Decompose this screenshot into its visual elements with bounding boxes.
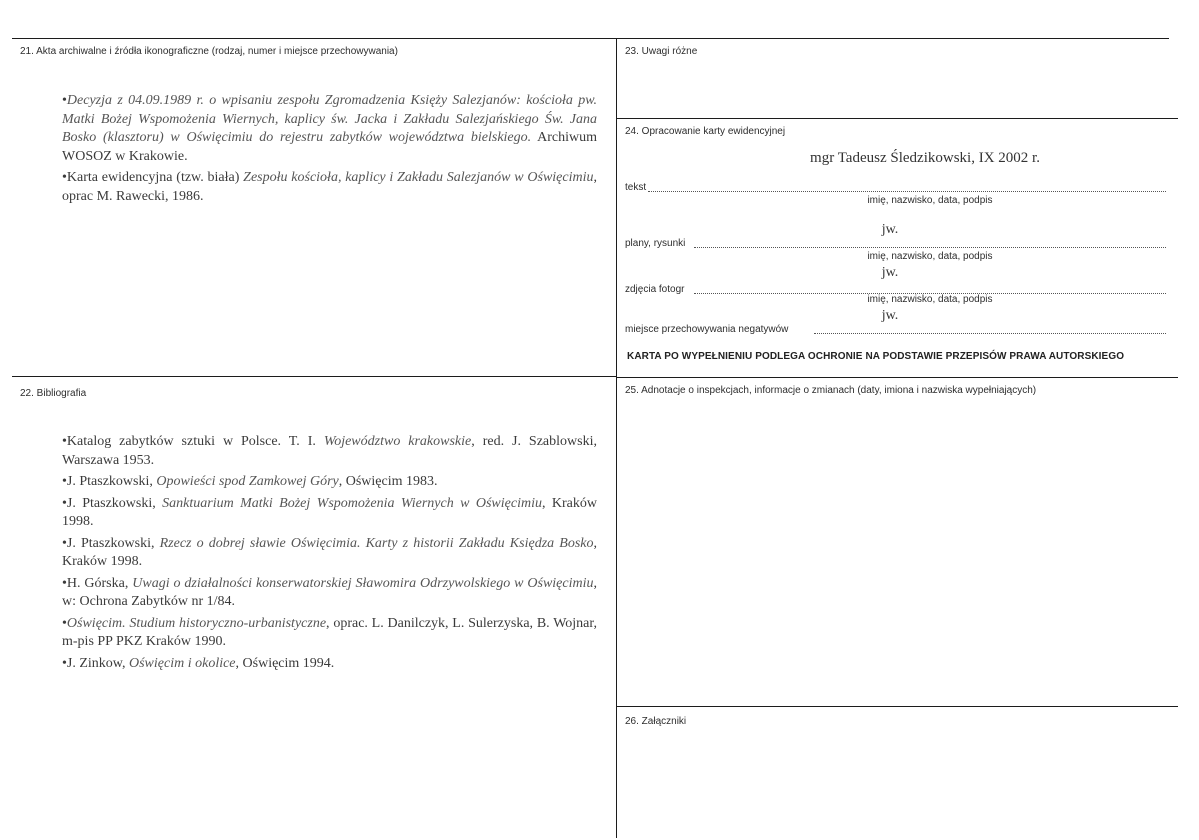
bibliography-item-7: •J. Zinkow, Oświęcim i okolice, Oświęcim 1994.: [62, 655, 335, 671]
bib-4-pre: J. Ptaszkowski,: [66, 535, 160, 551]
plany-dotted-line: [694, 247, 1166, 248]
bib-7-text: , Oświęcim 1994.: [235, 655, 335, 671]
bib-7-italic: Oświęcim i okolice: [129, 655, 236, 671]
section-25-title: 25. Adnotacje o inspekcjach, informacje o zmianach (daty, imiona i nazwiska wypełniających): [625, 385, 1037, 396]
negatywy-dotted-line: [814, 333, 1166, 334]
copyright-notice: KARTA PO WYPEŁNIENIU PODLEGA OCHRONIE NA PODSTAWIE PRZEPISÓW PRAWA AUTORSKIEGO: [627, 351, 1125, 362]
bibliography-item-3: •J. Ptaszkowski, Sanktuarium Matki Bożej Wspomożenia Wiernych w Oświęcimiu, Kraków 1998.: [62, 495, 597, 529]
plany-caption: imię, nazwisko, data, podpis: [867, 251, 993, 262]
section-21-content: [62, 92, 597, 209]
bib-3-pre: J. Ptaszkowski,: [66, 495, 163, 511]
archive-item-1-italic: Decyzja z 04.09.1989 r. o wpisaniu zespołu Zgromadzenia Księży Salezjanów: kościoła pw. Matki Bożej Wspomożenia Wiernych, kaplicy św. Jacka i Zakładu Salezjańskiego Św. Jana Bosko (klasztoru) w Oświęcimiu do rejestru zabytków województwa bielskiego.: [62, 93, 597, 145]
right-rule-25: [617, 377, 1178, 378]
negatywy-jw: jw.: [881, 308, 899, 323]
left-mid-rule: [12, 376, 617, 377]
zdjecia-jw: jw.: [881, 265, 899, 280]
plany-jw: jw.: [881, 222, 899, 237]
bib-1-pre: Katalog zabytków sztuki w Polsce. T. I.: [66, 434, 324, 449]
archive-item-2-text: , oprac M. Rawecki, 1986.: [62, 170, 597, 204]
bib-1-text: , red. J. Szablowski, Warszawa 1953.: [62, 434, 597, 468]
archive-item-2-pre: Karta ewidencyjna (tzw. biała): [66, 170, 244, 185]
plany-label: plany, rysunki: [625, 238, 686, 249]
bib-6-text: , oprac. L. Danilczyk, L. Sulerzyska, B. Wojnar, m-pis PP PKZ Kraków 1990.: [62, 615, 597, 649]
author-line: mgr Tadeusz Śledzikowski, IX 2002 r.: [810, 150, 1040, 166]
bib-2-italic: Opowieści spod Zamkowej Góry: [156, 474, 339, 489]
bib-3-italic: Sanktuarium Matki Bożej Wspomożenia Wiernych w Oświęcimiu: [162, 495, 542, 511]
bibliography-item-4: •J. Ptaszkowski, Rzecz o dobrej sławie Oświęcimia. Karty z historii Zakładu Księdza Bosko, Kraków 1998.: [62, 535, 597, 569]
bib-1-italic: Województwo krakowskie: [323, 434, 472, 449]
bib-7-pre: J. Zinkow,: [66, 655, 129, 671]
section-22-title: 22. Bibliografia: [20, 388, 87, 399]
bibliography-item-5: •H. Górska, Uwagi o działalności konserwatorskiej Sławomira Odrzywolskiego w Oświęcimiu, w: Ochrona Zabytków nr 1/84.: [62, 575, 598, 609]
bib-6-italic: Oświęcim. Studium historyczno-urbanistyczne: [66, 615, 327, 631]
bibliography-item-2: •J. Ptaszkowski, Opowieści spod Zamkowej Góry, Oświęcim 1983.: [62, 474, 438, 489]
archive-item-1-text: Archiwum WOSOZ w Krakowie.: [62, 130, 597, 164]
bibliography-list: [62, 433, 597, 676]
section-26-title: 26. Załączniki: [625, 716, 687, 727]
column-divider: [616, 38, 617, 838]
tekst-label: tekst: [625, 182, 647, 193]
bib-5-text: , w: Ochrona Zabytków nr 1/84.: [62, 575, 598, 609]
bib-2-pre: J. Ptaszkowski,: [66, 474, 157, 489]
zdjecia-caption: imię, nazwisko, data, podpis: [867, 294, 993, 305]
bibliography-item-1: •Katalog zabytków sztuki w Polsce. T. I. Województwo krakowskie, red. J. Szablowski, Warszawa 1953.: [62, 434, 597, 468]
bib-4-italic: Rzecz o dobrej sławie Oświęcimia. Karty z historii Zakładu Księdza Bosko: [159, 535, 594, 551]
bib-2-text: , Oświęcim 1983.: [338, 474, 438, 489]
tekst-caption: imię, nazwisko, data, podpis: [867, 195, 993, 206]
top-rule: [12, 38, 1169, 39]
bib-4-text: , Kraków 1998.: [62, 535, 597, 569]
archive-item-2-italic: Zespołu kościoła, kaplicy i Zakładu Salezjanów w Oświęcimiu: [243, 170, 594, 185]
right-rule-26: [617, 706, 1178, 707]
section-21-title: 21. Akta archiwalne i źródła ikonograficzne (rodzaj, numer i miejsce przechowywania): [20, 46, 398, 57]
right-rule-23: [617, 118, 1178, 119]
archive-item-2: •Karta ewidencyjna (tzw. biała) Zespołu kościoła, kaplicy i Zakładu Salezjanów w Oświęcimiu, oprac M. Rawecki, 1986.: [62, 170, 597, 204]
section-23-title: 23. Uwagi różne: [625, 46, 698, 57]
bib-5-italic: Uwagi o działalności konserwatorskiej Sławomira Odrzywolskiego w Oświęcimiu: [132, 575, 594, 591]
section-24-title: 24. Opracowanie karty ewidencyjnej: [625, 126, 786, 137]
bib-5-pre: H. Górska,: [66, 575, 133, 591]
negatywy-label: miejsce przechowywania negatywów: [625, 324, 789, 335]
tekst-dotted-line: [648, 191, 1166, 192]
zdjecia-label: zdjęcia fotogr: [625, 284, 685, 295]
bibliography-item-6: •Oświęcim. Studium historyczno-urbanistyczne, oprac. L. Danilczyk, L. Sulerzyska, B. Wojnar, m-pis PP PKZ Kraków 1990.: [62, 615, 597, 649]
bib-3-text: , Kraków 1998.: [62, 495, 597, 529]
archive-item-1: •Decyzja z 04.09.1989 r. o wpisaniu zespołu Zgromadzenia Księży Salezjanów: kościoła pw. Matki Bożej Wspomożenia Wiernych, kaplicy św. Jacka i Zakładu Salezjańskiego Św. Jana Bosko (klasztoru) w Oświęcimiu do rejestru zabytków województwa bielskiego. Archiwum WOSOZ w Krakowie.: [62, 93, 597, 164]
